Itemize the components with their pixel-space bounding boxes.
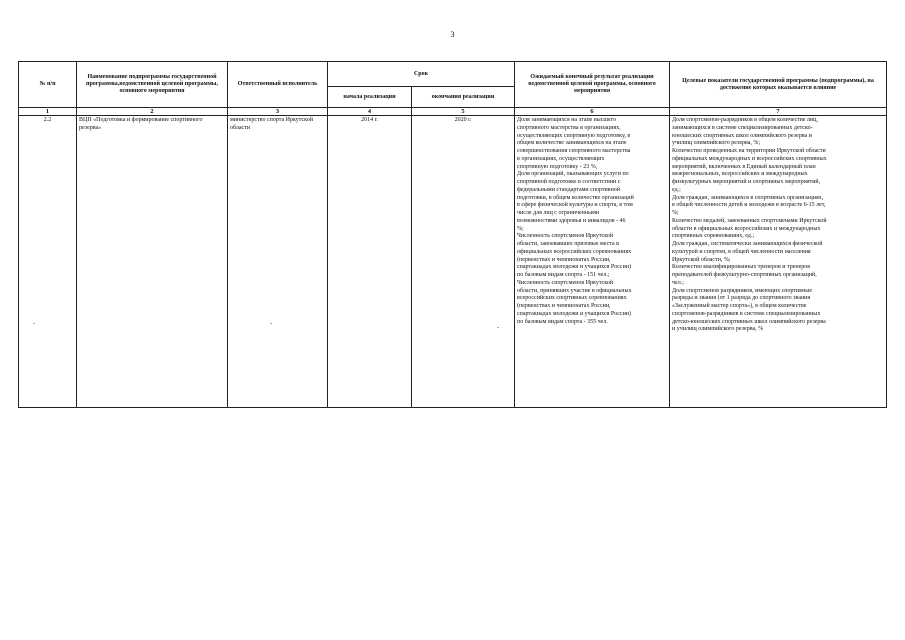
result-line: спартакиадах молодежи и учащихся России): [517, 310, 632, 317]
indicator-line: мероприятий, включенных в Единый календарный план: [672, 163, 816, 170]
indicator-line: Доля граждан, систематически занимающихся физической: [672, 241, 823, 247]
result-line: Доля организаций, оказывающих услуги по: [517, 171, 629, 178]
result-line: числе для лиц с ограниченными: [517, 210, 600, 216]
column-number-row: [19, 108, 887, 116]
result-line: Численность спортсменов Иркутской: [517, 279, 614, 286]
scan-dot: .: [497, 321, 499, 330]
column-number: 7: [670, 108, 887, 116]
indicator-line: спортсменов-разрядников в системе специализированных: [672, 310, 821, 317]
result-line: спортивную подготовку - 23 %,: [517, 163, 598, 170]
result-line: (первенствах и чемпионатах России,: [517, 303, 611, 309]
scan-dot: .: [33, 317, 35, 326]
indicator-line: %;: [672, 210, 679, 216]
indicator-line: училищ олимпийского резерва, %;: [672, 140, 761, 147]
result-line: %;: [517, 225, 524, 232]
program-table: [18, 61, 887, 408]
indicator-line: области в официальных всероссийских и международных: [672, 225, 821, 232]
indicator-line: в общей численности детей и молодежи в возрасте 6-15 лет,: [672, 202, 826, 209]
header-term: Срок: [328, 62, 515, 87]
header-row: [19, 62, 887, 87]
result-line: возможностями здоровья и инвалидов - 46: [517, 217, 626, 224]
column-number: 6: [515, 108, 670, 116]
row-expected-result: [515, 116, 670, 408]
column-number: 2: [77, 108, 228, 116]
indicator-line: занимающихся в системе специализированных детско-: [672, 124, 813, 131]
header-num: № п/п: [19, 62, 77, 108]
result-line: Доля занимающихся на этапе высшего: [517, 117, 616, 123]
indicator-line: и училищ олимпийского резерва, %: [672, 326, 764, 333]
row-start-year: 2014 г.: [328, 116, 412, 408]
header-result: Ожидаемый конечный результат реализации ведомственной целевой программы, основного мероприятия: [515, 62, 670, 108]
row-target-indicators: [670, 116, 887, 408]
result-line: подготовки, в общем количестве организаций: [517, 194, 634, 201]
column-number: 5: [412, 108, 515, 116]
column-number: 1: [19, 108, 77, 116]
indicator-line: «Заслуженный мастер спорта»), в общем количестве: [672, 303, 807, 309]
indicator-line: разряды и звания (от 1 разряда до спортивного звания: [672, 295, 811, 302]
indicator-line: Количество проведенных на территории Иркутской области: [672, 148, 826, 154]
indicator-line: преподавателей физкультурно-спортивных организаций,: [672, 272, 817, 278]
column-number: 4: [328, 108, 412, 116]
row-executor: министерство спорта Иркутской области: [228, 116, 328, 408]
row-end-year: 2020 г.: [412, 116, 515, 408]
row-number: 2.2: [19, 116, 77, 408]
header-executor: Ответственный исполнитель: [228, 62, 328, 108]
result-line: в организациях, осуществляющих: [517, 155, 605, 162]
result-line: официальных всероссийских соревнованиях: [517, 248, 632, 255]
table-row: [19, 116, 887, 408]
row-program-name: ВЦП «Подготовка и формирование спортивного резерва»: [77, 116, 228, 408]
indicator-line: детско-юношеских спортивных школ олимпийского резерва: [672, 318, 826, 325]
indicator-line: физкультурных мероприятий и спортивных мероприятий,: [672, 179, 821, 185]
column-number: 3: [228, 108, 328, 116]
page-number: 3: [450, 30, 455, 39]
header-subprogram: Наименование подпрограммы государственной программы,ведомственной целевой программы, основного мероприятия: [77, 62, 228, 108]
indicator-line: Доля спортсменов-разрядников в общем количестве лиц,: [672, 117, 818, 123]
indicator-line: межрегиональных, всероссийских и международных: [672, 171, 808, 178]
result-line: Численность спортсменов Иркутской: [517, 233, 614, 240]
indicator-line: Доля спортсменов разрядников, имеющих спортивные: [672, 287, 813, 294]
scan-dot: .: [270, 317, 272, 326]
indicator-line: официальных международных и всероссийских спортивных: [672, 155, 827, 162]
indicator-line: культурой и спортом, в общей численности населения: [672, 248, 811, 255]
indicator-line: Количество квалифицированных тренеров и тренеров: [672, 264, 811, 271]
result-line: по базовым видам спорта - 151 чел.;: [517, 272, 610, 278]
result-line: в сфере физической культуры и спорта, в том: [517, 202, 633, 209]
header-indicators: Целевые показатели государственной программы (подпрограммы), на достижение которых оказывается влияние: [670, 62, 887, 108]
indicator-line: спортивных соревнованиях, ед.;: [672, 233, 754, 240]
result-line: по базовым видам спорта - 355 чел.: [517, 318, 608, 325]
indicator-line: ед.;: [672, 186, 681, 193]
result-line: общем количестве занимающихся на этапе: [517, 140, 627, 147]
indicator-line: Иркутской области, %;: [672, 256, 731, 263]
result-line: спортивного мастерства в организациях,: [517, 124, 621, 131]
result-line: (первенствах и чемпионатах России,: [517, 256, 611, 263]
indicator-lines: [672, 117, 884, 334]
header-term-end: окончания реализации: [412, 87, 515, 108]
result-line: совершенствования спортивного мастерства: [517, 148, 631, 154]
result-line: спартакиадах молодежи и учащихся России): [517, 264, 632, 271]
indicator-line: Доля граждан, занимающихся в спортивных организациях,: [672, 194, 824, 201]
result-line: области, принявших участие в официальных: [517, 287, 632, 294]
result-line: спортивной подготовке в соответствии с: [517, 179, 621, 185]
indicator-line: чел.;: [672, 279, 684, 286]
result-lines: [517, 117, 667, 326]
result-line: области, завоевавших призовые места в: [517, 241, 619, 247]
result-line: федеральными стандартами спортивной: [517, 186, 621, 193]
header-term-start: начала реализации: [328, 87, 412, 108]
indicator-line: Количество медалей, завоеванных спортсменами Иркутской: [672, 217, 827, 224]
result-line: всероссийских спортивных соревнованиях: [517, 295, 627, 302]
result-line: осуществляющих спортивную подготовку, в: [517, 132, 631, 139]
indicator-line: юношеских спортивных школ олимпийского резерва и: [672, 132, 812, 139]
